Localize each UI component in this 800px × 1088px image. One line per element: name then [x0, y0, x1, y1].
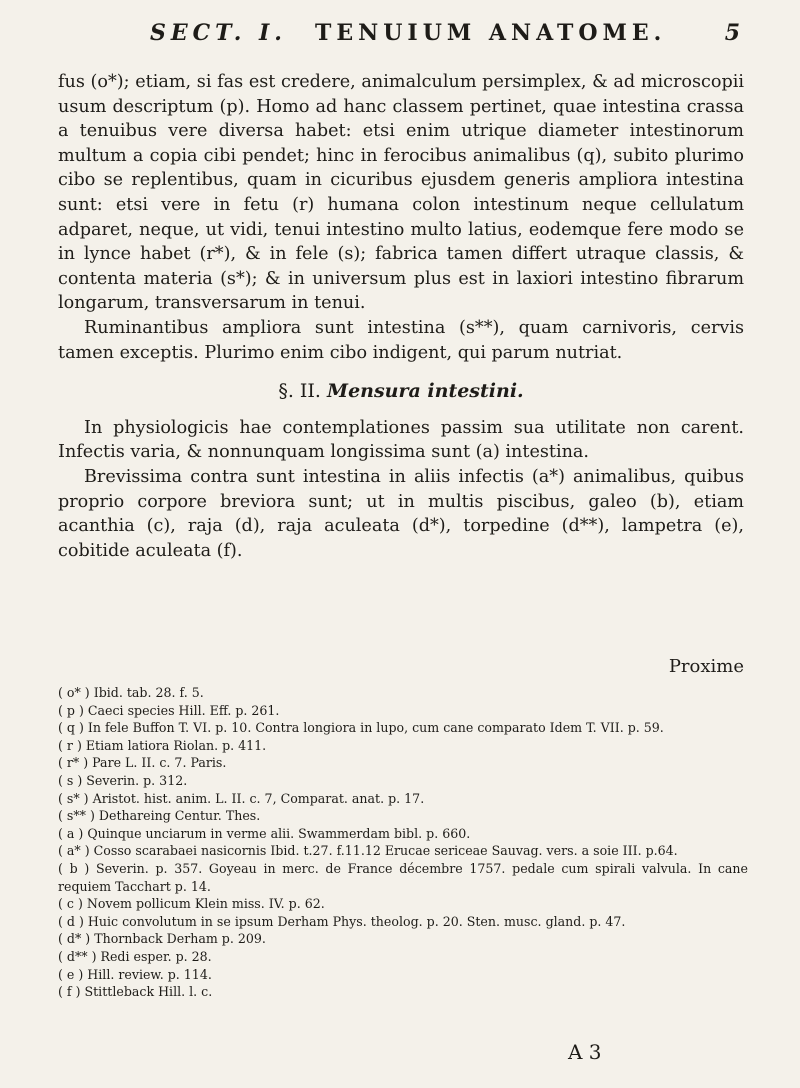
section-title: Mensura intestini.	[327, 380, 524, 403]
footnote: ( a* ) Cosso scarabaei nasicornis Ibid. t.27. f.11.12 Erucae sericeae Sauvag. vers. a soie III. p.64.	[58, 843, 678, 859]
footnote: ( c ) Novem pollicum Klein miss. IV. p. 62.	[58, 896, 325, 912]
page-number: 5	[724, 20, 740, 46]
running-header	[150, 14, 740, 50]
footnote: ( d ) Huic convolutum in se ipsum Derham Phys. theolog. p. 20. Sten. musc. gland. p. 47.	[58, 913, 626, 929]
footnote: ( f ) Stittleback Hill. l. c.	[58, 984, 213, 1000]
section-number: §. II.	[278, 380, 321, 403]
footnote: ( o* ) Ibid. tab. 28. f. 5.	[58, 685, 204, 700]
footnote: ( s* ) Aristot. hist. anim. L. II. c. 7, Comparat. anat. p. 17.	[58, 790, 425, 806]
main-text	[58, 70, 744, 563]
header-section: SECT. I.	[150, 20, 287, 46]
footnote: ( e ) Hill. review. p. 114.	[58, 966, 212, 982]
footnote: ( r* ) Pare L. II. c. 7. Paris.	[58, 755, 227, 771]
signature-mark: A 3	[568, 1040, 602, 1064]
header-title: TENUIUM ANATOME.	[315, 20, 667, 46]
footnote: ( r ) Etiam latiora Riolan. p. 411.	[58, 737, 267, 753]
footnote: ( s ) Severin. p. 312.	[58, 772, 188, 788]
catchword: Proxime	[668, 656, 744, 677]
footnote: ( a ) Quinque unciarum in verme alii. Swammerdam bibl. p. 660.	[58, 825, 471, 841]
footnote: ( b ) Severin. p. 357. Goyeau in merc. de France décembre 1757. pedale cum spirali valvula. In cane requiem Tacchart p. 14.	[58, 860, 748, 894]
section-heading	[58, 379, 744, 404]
footnote: ( s** ) Dethareing Centur. Thes.	[58, 808, 261, 824]
paragraph-4: Brevissima contra sunt intestina in aliis infectis (a*) animalibus, quibus proprio corpore breviora sunt; ut in multis piscibus, galeo (b), etiam acanthia (c), raja (d), raja aculeata (d*), torpedine (d**), lampetra (e), cobitide aculeata (f).	[58, 466, 744, 561]
footnote: ( d** ) Redi esper. p. 28.	[58, 948, 212, 964]
footnotes	[58, 684, 748, 1001]
footnote: ( d* ) Thornback Derham p. 209.	[58, 931, 266, 947]
paragraph-1: fus (o*); etiam, si fas est credere, animalculum persimplex, & ad microscopii usum descriptum (p). Homo ad hanc classem pertinet, quae intestina crassa a tenuibus vere diversa habet: etsi enim utrique diameter intestinorum multum a copia cibi pendet; hinc in ferocibus animalibus (q), subito plurimo cibo se replentibus, quam in cicuribus ejusdem generis ampliora intestina sunt: etsi vere in fetu (r) humana colon intestinum neque cellulatum adparet, neque, ut vidi, tenui intestino multo latius, eodemque fere modo se in lynce habet (r*), & in fele (s); fabrica tamen differt utraque classis, & contenta materia (s*); & in universum plus est in laxiori intestino fibrarum longarum, transversarum in tenui.	[58, 72, 744, 314]
footnote: ( q ) In fele Buffon T. VI. p. 10. Contra longiora in lupo, cum cane comparato Idem T. VII. p. 59.	[58, 720, 664, 736]
paragraph-2: Ruminantibus ampliora sunt intestina (s**), quam carnivoris, cervis tamen exceptis. Plurimo enim cibo indigent, qui parum nutriat.	[58, 317, 744, 363]
footnote: ( p ) Caeci species Hill. Eff. p. 261.	[58, 702, 280, 718]
paragraph-3: In physiologicis hae contemplationes passim sua utilitate non carent. Infectis varia, & nonnunquam longissima sunt (a) intestina.	[58, 417, 744, 463]
